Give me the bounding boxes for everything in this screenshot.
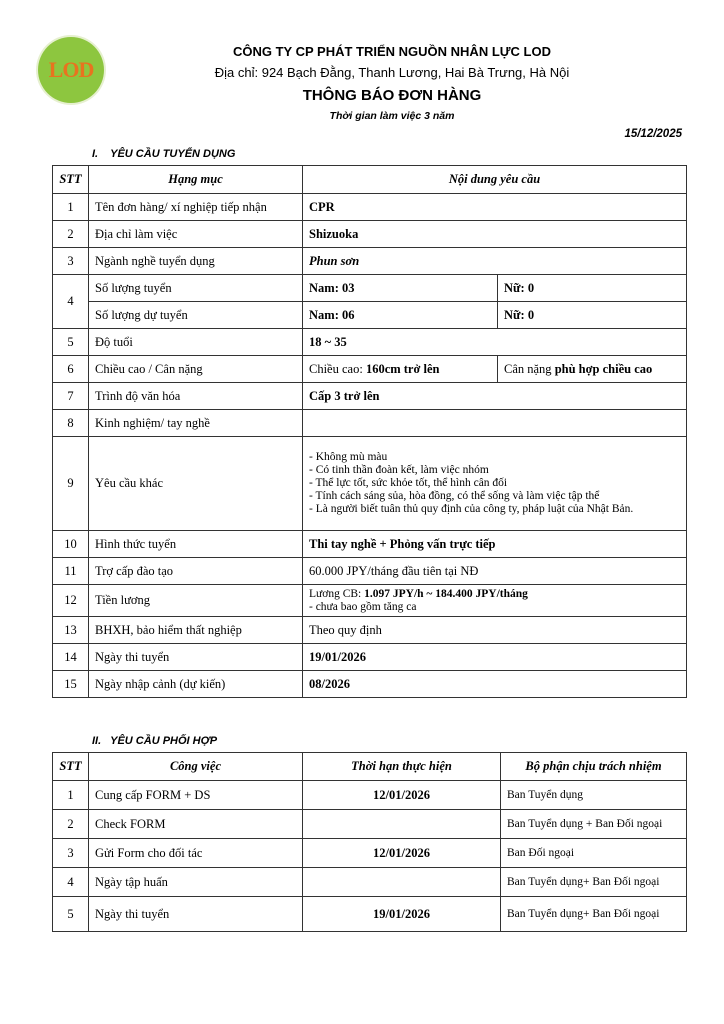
row-item: Tiền lương xyxy=(89,585,303,617)
table-row xyxy=(53,839,687,868)
row-number: 14 xyxy=(53,644,89,671)
row-number: 15 xyxy=(53,671,89,698)
requirement-line: - Là người biết tuân thủ quy định của công ty, pháp luật của Nhật Bản. xyxy=(309,503,634,515)
table-row xyxy=(53,897,687,932)
table-row xyxy=(53,810,687,839)
row-task: Check FORM xyxy=(89,810,303,839)
table-row xyxy=(53,644,687,671)
table-header-row xyxy=(53,753,687,781)
row-item: Trình độ văn hóa xyxy=(89,383,303,410)
table-row xyxy=(53,437,687,531)
row-item: Số lượng dự tuyển xyxy=(89,302,303,329)
table-header-row xyxy=(53,166,687,194)
col-header: Nội dung yêu cầu xyxy=(303,166,687,194)
row-number: 8 xyxy=(53,410,89,437)
table-row xyxy=(53,248,687,275)
table-row xyxy=(53,302,687,329)
row-number: 2 xyxy=(53,221,89,248)
row-number: 13 xyxy=(53,617,89,644)
row-value: Shizuoka xyxy=(309,226,359,241)
logo-text: LOD xyxy=(48,57,94,82)
table-row xyxy=(53,585,687,617)
row-number: 3 xyxy=(53,248,89,275)
row-number: 3 xyxy=(53,839,89,868)
row-value: 18 ~ 35 xyxy=(309,334,347,349)
requirement-line: - Không mù màu xyxy=(309,451,388,463)
row-number: 11 xyxy=(53,558,89,585)
table-row xyxy=(53,868,687,897)
row-item: Tên đơn hàng/ xí nghiệp tiếp nhận xyxy=(89,194,303,221)
row-number: 7 xyxy=(53,383,89,410)
row-value-label: Lương CB: xyxy=(309,587,365,600)
row-value xyxy=(303,410,687,437)
section1-heading: I. YÊU CẦU TUYỂN DỤNG xyxy=(92,148,236,160)
row-value: Cấp 3 trở lên xyxy=(309,388,380,403)
row-value: Phun sơn xyxy=(309,253,360,268)
row-number: 12 xyxy=(53,585,89,617)
row-number: 10 xyxy=(53,531,89,558)
row-task: Cung cấp FORM + DS xyxy=(89,781,303,810)
row-dept: Ban Tuyển dụng+ Ban Đối ngoại xyxy=(501,897,687,932)
row-task: Gửi Form cho đối tác xyxy=(89,839,303,868)
row-note: - chưa bao gồm tăng ca xyxy=(309,600,417,613)
table-row xyxy=(53,275,687,302)
row-dept: Ban Tuyển dụng + Ban Đối ngoại xyxy=(501,810,687,839)
col-header: STT xyxy=(53,166,89,194)
row-number: 4 xyxy=(53,275,89,329)
row-number: 1 xyxy=(53,194,89,221)
table-row xyxy=(53,617,687,644)
recruitment-table xyxy=(52,165,687,698)
row-deadline: 12/01/2026 xyxy=(373,845,430,860)
row-number: 9 xyxy=(53,437,89,531)
row-item: Kinh nghiệm/ tay nghề xyxy=(89,410,303,437)
table-row xyxy=(53,194,687,221)
table-row xyxy=(53,671,687,698)
row-value: Theo quy định xyxy=(303,617,687,644)
row-dept: Ban Tuyển dụng+ Ban Đối ngoại xyxy=(501,868,687,897)
table-row xyxy=(53,383,687,410)
row-value-2: Nữ: 0 xyxy=(504,280,535,295)
company-name: CÔNG TY CP PHÁT TRIỂN NGUỒN NHÂN LỰC LOD xyxy=(233,44,551,59)
requirement-line: - Có tinh thần đoàn kết, làm việc nhóm xyxy=(309,464,489,476)
row-item: Số lượng tuyển xyxy=(89,275,303,302)
row-item: Ngày nhập cảnh (dự kiến) xyxy=(89,671,303,698)
row-value-2: Nữ: 0 xyxy=(504,307,535,322)
row-value: 160cm trở lên xyxy=(365,361,440,376)
row-number: 4 xyxy=(53,868,89,897)
row-value: 08/2026 xyxy=(309,676,350,691)
row-item: Trợ cấp đào tạo xyxy=(89,558,303,585)
row-number: 5 xyxy=(53,897,89,932)
table-row xyxy=(53,781,687,810)
table-row xyxy=(53,356,687,383)
row-deadline: 19/01/2026 xyxy=(373,906,430,921)
row-value: Nam: 06 xyxy=(309,307,355,322)
requirement-line: - Tính cách sáng sủa, hòa đồng, có thể sống và làm việc tập thể xyxy=(309,490,600,502)
row-value: 1.097 JPY/h ~ 184.400 JPY/tháng xyxy=(364,587,528,600)
document-subtitle: Thời gian làm việc 3 năm xyxy=(329,110,455,122)
row-item: Chiều cao / Cân nặng xyxy=(89,356,303,383)
row-value-label: Cân nặng xyxy=(504,361,555,376)
row-number: 6 xyxy=(53,356,89,383)
document-date: 15/12/2025 xyxy=(624,128,682,140)
row-deadline: 12/01/2026 xyxy=(373,787,430,802)
table-row xyxy=(53,531,687,558)
col-header: Hạng mục xyxy=(89,166,303,194)
col-header: STT xyxy=(53,753,89,781)
section2-heading: II. YÊU CẦU PHỐI HỢP xyxy=(92,735,218,747)
row-item: Độ tuổi xyxy=(89,329,303,356)
requirement-line: - Thể lực tốt, sức khỏe tốt, thể hình cân đối xyxy=(309,477,508,489)
document-title: THÔNG BÁO ĐƠN HÀNG xyxy=(302,87,482,104)
row-item: Hình thức tuyển xyxy=(89,531,303,558)
table-row xyxy=(53,329,687,356)
row-task: Ngày tập huấn xyxy=(89,868,303,897)
row-item: Địa chỉ làm việc xyxy=(89,221,303,248)
row-number: 2 xyxy=(53,810,89,839)
row-number: 5 xyxy=(53,329,89,356)
row-value-2: phù hợp chiều cao xyxy=(554,361,653,376)
row-dept: Ban Tuyển dụng xyxy=(501,781,687,810)
row-item: BHXH, bảo hiểm thất nghiệp xyxy=(89,617,303,644)
table-row xyxy=(53,221,687,248)
company-address: Địa chỉ: 924 Bạch Đằng, Thanh Lương, Hai Bà Trưng, Hà Nội xyxy=(214,65,570,80)
row-number: 1 xyxy=(53,781,89,810)
row-item: Yêu cầu khác xyxy=(89,437,303,531)
col-header: Thời hạn thực hiện xyxy=(303,753,501,781)
col-header: Bộ phận chịu trách nhiệm xyxy=(501,753,687,781)
row-value: Thi tay nghề + Phỏng vấn trực tiếp xyxy=(309,536,496,551)
row-value-label: Chiều cao: xyxy=(309,361,366,376)
row-value: 19/01/2026 xyxy=(309,649,366,664)
row-item: Ngày thi tuyển xyxy=(89,644,303,671)
row-value: Nam: 03 xyxy=(309,280,355,295)
table-row xyxy=(53,558,687,585)
table-row xyxy=(53,410,687,437)
col-header: Công việc xyxy=(89,753,303,781)
row-value: 60.000 JPY/tháng đầu tiên tại NĐ xyxy=(303,558,687,585)
coordination-table xyxy=(52,752,687,932)
row-item: Ngành nghề tuyển dụng xyxy=(89,248,303,275)
row-value: CPR xyxy=(309,199,335,214)
row-task: Ngày thi tuyển xyxy=(89,897,303,932)
row-dept: Ban Đối ngoại xyxy=(501,839,687,868)
